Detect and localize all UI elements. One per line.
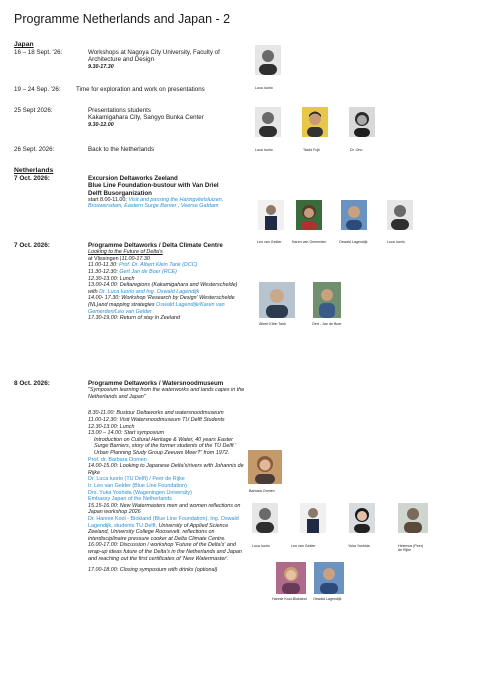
portrait-gert-jan-de-boer (313, 282, 341, 318)
date-label: 26 Sept. 2026: (14, 146, 55, 153)
date-label: 25 Sept 2026: (14, 107, 53, 114)
date-label: 7 Oct. 2026: (14, 242, 50, 249)
date-label: 8 Oct. 2026: (14, 380, 50, 387)
portrait-oswald-lagendijk (314, 562, 344, 594)
programme-entry: Programme Deltaworks / Delta Climate Centre Looking to the Future of Delta's at Vlissingen |11.00-17.30 11.00-11.30: Prof. Dr. Albert Klein Tank (DCC) 11.30-12.30: Gert Jan de Boer (RCE) 12.30-13.00: Lunch 13.00-14.00: Deltaregions (Kakamigahara and Westerschelde) with Dr. Luca Iuorio and Ing. Oswald Lagendijk 14.00- 17.30: Workshop 'Research by Design' Westerschelde (NL)and mapping strategies Oswald Lagendijk/Karen van Gemerden/Leo van Gelder 17.30-19.00: Return of stay in Zeeland (88, 242, 238, 322)
date-label: 7 Oct. 2026: (14, 175, 50, 182)
date-label: 19 – 24 Sep. '26: (14, 86, 61, 93)
portrait-yuka-yoshida (349, 503, 375, 533)
programme-entry: Programme Deltaworks / Watersnoodmuseum "Symposium learning from the waterworks and lands capes in the Netherlands and Japan" 8.30-11.00: Bustour Deltaworks and watersnoodmuseum 11.00-12.30: Visit Watersnoodmuseum TU Delft Students 12.30-13.00: Lunch 13.00 – 14.00: Start symposium Introduction on Cultural Heritage & Water, 40 years Easter Surge Barriers, story of the former students of the TU Delft ' Urban Planning Study Group Zeeuws Meer?" from 1972. Prof. dr. Barbara Oomen 14.00-15.00: Looking to Japanese Delta's/rivers with Johannis de Rijke Dr. Luca Iuorio (TU Delft) / Peer de Rijke Ir. Leo van Gelder (Blue Line Foundation) Drs. Yuka Yoshida (Wageningen University) Embassy Japan of the Netherlands 15.15-16.00: New Watermasters men and women reflections on Japan workshop 2026 Dr. Hannie Kool - Blokland (Blue Line Foundation), Ing. Oswald Lagendijk, students TU Delft, University of Applied Science Zeeland, University College Roosevelt. reflections on interdisciplinaire pressure cooker at Delta Climate Centre. 16.00-17.00: Discussion / workshop 'Future of the Delta's' and wrap-up ideas future of the Delta's in the Netherlands and Japan and reaching out the first certificates of 'New Watermaster'. 17.00-18.00: Closing symposium with drinks (optional) (88, 380, 245, 574)
portrait-leo-van-gelder (300, 503, 326, 533)
page-title: Programme Netherlands and Japan - 2 (14, 12, 231, 26)
portrait-luca-iuorio (252, 503, 278, 533)
portrait-karen-van-gemerden (296, 200, 322, 230)
portrait-luca-iuorio (387, 200, 413, 230)
portrait-albert-klein-tank (259, 282, 295, 318)
date-label: 16 – 18 Sept. '26: (14, 49, 63, 56)
programme-entry: Presentations students Kakamigahara City, Sangyo Bunka Center 9.30-12.00 (88, 107, 204, 128)
portrait-leo-van-gelder (258, 200, 284, 230)
portrait-helemus-de-rijke (398, 503, 428, 533)
section-heading-japan: Japan (14, 41, 34, 48)
portrait-dr-ono (349, 107, 375, 137)
portrait-luca-iuorio (255, 107, 281, 137)
programme-entry: Back to the Netherlands (88, 146, 155, 153)
portrait-barbara-oomen (248, 450, 282, 484)
programme-entry: Workshops at Nagoya City University, Faculty of Architecture and Design 9.30-17.30 (88, 49, 220, 70)
programme-entry: Excursion Deltaworks Zeeland Blue Line Foundation-bustour with Van Driel Delft Busorganization start 8.00-11.00; Visit and passing the Haringvlietsluizen, Brouwersdam, Eastern Surge Barrier , Veerse Gatdam (88, 175, 224, 210)
section-heading-netherlands: Netherlands (14, 167, 54, 174)
portrait-oswald-lagendijk (341, 200, 367, 230)
portrait-taichi-fujii (302, 107, 328, 137)
portrait-luca-iuorio (255, 45, 281, 75)
programme-entry: Time for exploration and work on presentations (76, 86, 205, 93)
portrait-hannie-kool-blokland (276, 562, 306, 594)
